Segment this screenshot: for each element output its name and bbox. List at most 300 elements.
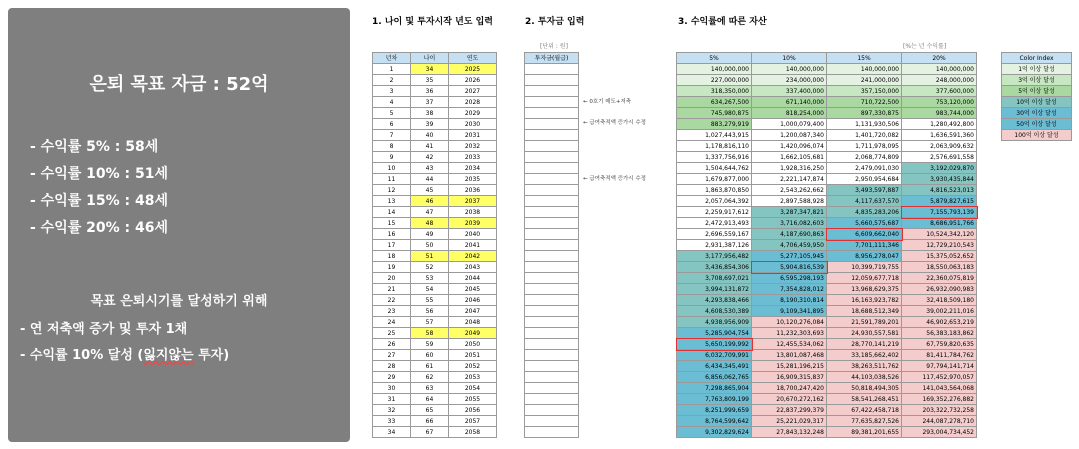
table-row: [677, 394, 977, 405]
table-header-row: [373, 53, 497, 64]
table-row: [373, 394, 497, 405]
header-cell: 년차: [373, 53, 411, 64]
asset-cell: 2,063,909,632: [902, 141, 977, 152]
age-cell: 58: [411, 328, 449, 339]
header-cell: 20%: [902, 53, 977, 64]
header-cell: 15%: [827, 53, 902, 64]
asset-cell: 32,418,509,180: [902, 295, 977, 306]
asset-cell: 18,688,512,349: [827, 306, 902, 317]
asset-cell: 141,043,564,068: [902, 383, 977, 394]
year-index-cell: 20: [373, 273, 411, 284]
table-row: [525, 119, 579, 130]
year-index-cell: 27: [373, 350, 411, 361]
year-index-cell: 23: [373, 306, 411, 317]
year-index-cell: 15: [373, 218, 411, 229]
year-cell: 2053: [449, 372, 497, 383]
asset-cell: 140,000,000: [677, 64, 752, 75]
investment-cell: [525, 108, 579, 119]
asset-cell: 12,729,210,543: [902, 240, 977, 251]
age-cell: 37: [411, 97, 449, 108]
asset-cell: 24,930,557,581: [827, 328, 902, 339]
table-row: [677, 174, 977, 185]
investment-cell: [525, 75, 579, 86]
table-row: [525, 306, 579, 317]
year-index-cell: 34: [373, 427, 411, 438]
year-index-cell: 24: [373, 317, 411, 328]
table-row: [677, 339, 977, 350]
table-row: [373, 75, 497, 86]
table-row: [525, 152, 579, 163]
table-row: [525, 207, 579, 218]
table-row: [525, 229, 579, 240]
legend-item: [1002, 130, 1072, 141]
age-cell: 60: [411, 350, 449, 361]
legend-item-label: 10억 이상 달성: [1002, 97, 1072, 108]
action-line-2-suffix: 투자): [193, 348, 230, 363]
asset-cell: 97,794,141,714: [902, 361, 977, 372]
legend-item-label: 100억 이상 달성: [1002, 130, 1072, 141]
asset-cell: 20,670,272,162: [752, 394, 827, 405]
table-row: [677, 108, 977, 119]
age-cell: 39: [411, 119, 449, 130]
age-cell: 64: [411, 394, 449, 405]
table-row: [373, 240, 497, 251]
section-2-title: 2. 투자금 입력: [525, 17, 585, 27]
asset-cell: 15,375,052,652: [902, 251, 977, 262]
year-index-cell: 26: [373, 339, 411, 350]
table-row: [373, 317, 497, 328]
asset-cell: 1,679,877,000: [677, 174, 752, 185]
investment-cell: [525, 372, 579, 383]
asset-cell: 3,436,854,306: [677, 262, 752, 273]
investment-cell: [525, 64, 579, 75]
investment-cell: [525, 218, 579, 229]
investment-cell: [525, 306, 579, 317]
legend-item-label: 1억 이상 달성: [1002, 64, 1072, 75]
asset-cell: 248,000,000: [902, 75, 977, 86]
asset-cell: 3,708,697,021: [677, 273, 752, 284]
asset-cell: 897,330,875: [827, 108, 902, 119]
asset-cell: 4,938,956,909: [677, 317, 752, 328]
header-cell: 나이: [411, 53, 449, 64]
age-cell: 43: [411, 163, 449, 174]
asset-cell: 203,322,732,258: [902, 405, 977, 416]
asset-table: [676, 52, 977, 438]
year-cell: 2041: [449, 240, 497, 251]
asset-cell: 2,931,387,126: [677, 240, 752, 251]
year-index-cell: 7: [373, 130, 411, 141]
legend-item-label: 3억 이상 달성: [1002, 75, 1072, 86]
age-cell: 65: [411, 405, 449, 416]
goal-heading: 목표 은퇴시기를 달성하기 위해: [90, 294, 268, 309]
table-row: [677, 262, 977, 273]
table-row: [525, 361, 579, 372]
table-row: [677, 251, 977, 262]
year-cell: 2049: [449, 328, 497, 339]
year-index-cell: 29: [373, 372, 411, 383]
year-index-cell: 8: [373, 141, 411, 152]
year-cell: 2039: [449, 218, 497, 229]
investment-cell: [525, 86, 579, 97]
year-index-cell: 9: [373, 152, 411, 163]
action-line-2: [20, 344, 229, 363]
asset-cell: 1,401,720,082: [827, 130, 902, 141]
table-row: [525, 328, 579, 339]
year-cell: 2054: [449, 383, 497, 394]
asset-cell: 983,744,000: [902, 108, 977, 119]
asset-cell: 3,177,956,482: [677, 251, 752, 262]
asset-cell: 7,701,111,346: [827, 240, 902, 251]
table-row: [677, 141, 977, 152]
asset-cell: 13,801,087,468: [752, 350, 827, 361]
section-1-title: 1. 나이 및 투자시작 년도 입력: [372, 17, 493, 27]
unit-label: [단위 : 원]: [540, 43, 568, 50]
table-row: [525, 97, 579, 108]
asset-cell: 21,591,789,201: [827, 317, 902, 328]
table-row: [373, 207, 497, 218]
asset-cell: 234,000,000: [752, 75, 827, 86]
year-index-cell: 14: [373, 207, 411, 218]
investment-cell: [525, 383, 579, 394]
table-row: [373, 427, 497, 438]
age-cell: 66: [411, 416, 449, 427]
year-cell: 2032: [449, 141, 497, 152]
asset-cell: 3,994,131,872: [677, 284, 752, 295]
year-index-cell: 30: [373, 383, 411, 394]
legend-item: [1002, 108, 1072, 119]
action-line-1: - 연 저축액 증가 및 투자 1채: [20, 322, 188, 337]
table-row: [373, 328, 497, 339]
year-index-cell: 21: [373, 284, 411, 295]
asset-cell: 818,254,000: [752, 108, 827, 119]
asset-cell: 22,360,075,819: [902, 273, 977, 284]
asset-cell: 140,000,000: [752, 64, 827, 75]
year-cell: 2038: [449, 207, 497, 218]
investment-cell: [525, 251, 579, 262]
asset-cell: 6,856,062,765: [677, 372, 752, 383]
table-row: [525, 405, 579, 416]
table-row: [677, 207, 977, 218]
asset-cell: 33,185,662,402: [827, 350, 902, 361]
investment-cell: [525, 196, 579, 207]
year-cell: 2047: [449, 306, 497, 317]
table-row: [677, 130, 977, 141]
age-year-table: [372, 52, 497, 438]
year-cell: 2046: [449, 295, 497, 306]
age-cell: 48: [411, 218, 449, 229]
asset-cell: 39,002,211,016: [902, 306, 977, 317]
table-row: [677, 97, 977, 108]
investment-cell: [525, 328, 579, 339]
age-cell: 67: [411, 427, 449, 438]
year-index-cell: 18: [373, 251, 411, 262]
asset-cell: 4,293,838,466: [677, 295, 752, 306]
legend-item: [1002, 86, 1072, 97]
table-row: [373, 152, 497, 163]
asset-cell: 7,298,865,904: [677, 383, 752, 394]
age-cell: 57: [411, 317, 449, 328]
investment-cell: [525, 240, 579, 251]
legend-item: [1002, 75, 1072, 86]
asset-cell: 67,759,820,635: [902, 339, 977, 350]
asset-cell: 5,650,199,992: [677, 339, 752, 350]
table-row: [373, 383, 497, 394]
asset-cell: 10,524,342,120: [902, 229, 977, 240]
age-cell: 51: [411, 251, 449, 262]
asset-cell: 3,716,082,603: [752, 218, 827, 229]
table-row: [677, 229, 977, 240]
asset-cell: 5,879,827,615: [902, 196, 977, 207]
table-row: [525, 240, 579, 251]
legend-item-label: 5억 이상 달성: [1002, 86, 1072, 97]
table-row: [677, 405, 977, 416]
asset-cell: 5,285,904,754: [677, 328, 752, 339]
asset-cell: 58,541,268,451: [827, 394, 902, 405]
asset-cell: 1,131,930,506: [827, 119, 902, 130]
legend-item: [1002, 119, 1072, 130]
asset-cell: 1,027,443,915: [677, 130, 752, 141]
legend-item-label: 30억 이상 달성: [1002, 108, 1072, 119]
table-row: [677, 152, 977, 163]
age-cell: 52: [411, 262, 449, 273]
table-row: [373, 339, 497, 350]
asset-cell: 883,279,919: [677, 119, 752, 130]
investment-cell: [525, 339, 579, 350]
table-row: [525, 284, 579, 295]
asset-cell: 117,452,970,057: [902, 372, 977, 383]
year-cell: 2030: [449, 119, 497, 130]
table-row: [373, 273, 497, 284]
table-row: [677, 64, 977, 75]
asset-cell: 140,000,000: [827, 64, 902, 75]
age-cell: 47: [411, 207, 449, 218]
table-row: [373, 295, 497, 306]
investment-cell: [525, 394, 579, 405]
asset-cell: 2,950,954,684: [827, 174, 902, 185]
asset-cell: 241,000,000: [827, 75, 902, 86]
asset-cell: 22,837,299,379: [752, 405, 827, 416]
year-index-cell: 10: [373, 163, 411, 174]
asset-cell: 7,354,828,012: [752, 284, 827, 295]
legend-item: [1002, 64, 1072, 75]
table-row: [373, 64, 497, 75]
asset-cell: 12,059,677,718: [827, 273, 902, 284]
investment-cell: [525, 152, 579, 163]
legend-title: Color Index: [1002, 53, 1072, 64]
asset-cell: 13,968,629,375: [827, 284, 902, 295]
year-cell: 2044: [449, 273, 497, 284]
asset-cell: 4,117,637,570: [827, 196, 902, 207]
asset-cell: 1,178,816,110: [677, 141, 752, 152]
rate-line-5: - 수익률 5% : 58세: [30, 139, 159, 155]
table-row: [525, 350, 579, 361]
asset-cell: 10,120,276,084: [752, 317, 827, 328]
asset-cell: 4,835,283,206: [827, 207, 902, 218]
table-row: [525, 317, 579, 328]
investment-cell: [525, 416, 579, 427]
year-cell: 2040: [449, 229, 497, 240]
asset-cell: 2,479,091,030: [827, 163, 902, 174]
investment-cell: [525, 119, 579, 130]
asset-cell: 25,221,029,317: [752, 416, 827, 427]
asset-cell: 2,221,147,874: [752, 174, 827, 185]
legend-item-label: 50억 이상 달성: [1002, 119, 1072, 130]
asset-cell: 318,350,000: [677, 86, 752, 97]
age-cell: 59: [411, 339, 449, 350]
asset-cell: 10,399,719,755: [827, 262, 902, 273]
table-row: [525, 416, 579, 427]
year-cell: 2058: [449, 427, 497, 438]
year-index-cell: 31: [373, 394, 411, 405]
asset-cell: 1,000,079,400: [752, 119, 827, 130]
year-index-cell: 2: [373, 75, 411, 86]
asset-cell: 56,383,183,862: [902, 328, 977, 339]
year-cell: 2052: [449, 361, 497, 372]
asset-cell: 16,163,923,782: [827, 295, 902, 306]
table-header-row: [677, 53, 977, 64]
table-row: [373, 174, 497, 185]
asset-cell: 3,192,029,870: [902, 163, 977, 174]
table-row: [677, 295, 977, 306]
asset-cell: 1,928,316,250: [752, 163, 827, 174]
asset-cell: 227,000,000: [677, 75, 752, 86]
asset-cell: 4,816,523,013: [902, 185, 977, 196]
asset-cell: 18,550,063,183: [902, 262, 977, 273]
investment-cell: [525, 262, 579, 273]
year-cell: 2036: [449, 185, 497, 196]
table-row: [525, 185, 579, 196]
investment-cell: [525, 229, 579, 240]
investment-cell: [525, 284, 579, 295]
asset-cell: 3,287,347,821: [752, 207, 827, 218]
asset-cell: 1,662,105,681: [752, 152, 827, 163]
year-cell: 2045: [449, 284, 497, 295]
rate-line-20: - 수익률 20% : 46세: [30, 220, 168, 236]
action-line-2-prefix: - 수익률 10% 달성 (: [20, 348, 144, 363]
asset-cell: 671,140,000: [752, 97, 827, 108]
asset-cell: 7,155,793,139: [902, 207, 977, 218]
asset-cell: 67,422,458,718: [827, 405, 902, 416]
asset-cell: 18,700,247,420: [752, 383, 827, 394]
table-row: [373, 141, 497, 152]
investment-cell: [525, 163, 579, 174]
asset-cell: 26,932,090,983: [902, 284, 977, 295]
asset-cell: 5,660,575,687: [827, 218, 902, 229]
asset-cell: 16,909,315,837: [752, 372, 827, 383]
table-row: [373, 163, 497, 174]
annotation-salary-2: ← 급여축적액 증가시 수정: [583, 176, 646, 182]
asset-cell: 2,057,064,392: [677, 196, 752, 207]
table-row: [373, 361, 497, 372]
table-row: [373, 251, 497, 262]
retirement-goal-title: 은퇴 목표 자금 : 52억: [89, 74, 269, 95]
table-row: [525, 108, 579, 119]
year-cell: 2033: [449, 152, 497, 163]
year-cell: 2037: [449, 196, 497, 207]
asset-cell: 9,302,829,624: [677, 427, 752, 438]
asset-cell: 1,200,087,340: [752, 130, 827, 141]
asset-cell: 2,696,559,167: [677, 229, 752, 240]
color-index-legend: [1001, 52, 1072, 141]
table-row: [677, 163, 977, 174]
year-index-cell: 6: [373, 119, 411, 130]
asset-cell: 357,150,000: [827, 86, 902, 97]
investment-cell: [525, 317, 579, 328]
asset-cell: 8,251,999,659: [677, 405, 752, 416]
year-index-cell: 3: [373, 86, 411, 97]
year-index-cell: 4: [373, 97, 411, 108]
year-cell: 2056: [449, 405, 497, 416]
asset-cell: 293,004,734,452: [902, 427, 977, 438]
rate-line-10: - 수익률 10% : 51세: [30, 166, 168, 182]
asset-cell: 6,609,662,040: [827, 229, 902, 240]
age-cell: 55: [411, 295, 449, 306]
table-row: [525, 163, 579, 174]
asset-cell: 140,000,000: [902, 64, 977, 75]
table-row: [525, 295, 579, 306]
investment-cell: [525, 185, 579, 196]
year-cell: 2029: [449, 108, 497, 119]
table-row: [677, 306, 977, 317]
table-row: [525, 427, 579, 438]
asset-cell: 2,259,917,612: [677, 207, 752, 218]
year-index-cell: 28: [373, 361, 411, 372]
asset-cell: 8,764,599,642: [677, 416, 752, 427]
table-row: [373, 86, 497, 97]
table-row: [677, 75, 977, 86]
age-cell: 41: [411, 141, 449, 152]
rate-line-15: - 수익률 15% : 48세: [30, 193, 168, 209]
table-row: [373, 97, 497, 108]
age-cell: 49: [411, 229, 449, 240]
investment-cell: [525, 141, 579, 152]
asset-cell: 44,103,038,526: [827, 372, 902, 383]
year-cell: 2042: [449, 251, 497, 262]
table-row: [373, 108, 497, 119]
year-cell: 2055: [449, 394, 497, 405]
year-cell: 2051: [449, 350, 497, 361]
section-3-title: 3. 수익률에 따른 자산: [678, 17, 767, 27]
year-index-cell: 19: [373, 262, 411, 273]
asset-cell: 1,420,096,074: [752, 141, 827, 152]
asset-cell: 77,635,827,526: [827, 416, 902, 427]
asset-cell: 46,902,653,219: [902, 317, 977, 328]
table-row: [677, 86, 977, 97]
year-index-cell: 22: [373, 295, 411, 306]
table-row: [677, 218, 977, 229]
asset-cell: 1,337,756,916: [677, 152, 752, 163]
table-row: [373, 218, 497, 229]
asset-cell: 2,543,262,662: [752, 185, 827, 196]
table-header-row: [525, 53, 579, 64]
asset-cell: 81,411,784,762: [902, 350, 977, 361]
asset-cell: 710,722,500: [827, 97, 902, 108]
asset-cell: 38,263,511,762: [827, 361, 902, 372]
table-row: [525, 75, 579, 86]
table-row: [677, 427, 977, 438]
table-row: [373, 262, 497, 273]
asset-cell: 9,109,341,895: [752, 306, 827, 317]
age-cell: 53: [411, 273, 449, 284]
year-cell: 2057: [449, 416, 497, 427]
year-cell: 2034: [449, 163, 497, 174]
table-row: [677, 383, 977, 394]
year-index-cell: 13: [373, 196, 411, 207]
year-index-cell: 16: [373, 229, 411, 240]
year-cell: 2048: [449, 317, 497, 328]
action-line-2-squiggle: 잃지않는: [143, 348, 194, 363]
asset-cell: 8,686,951,766: [902, 218, 977, 229]
